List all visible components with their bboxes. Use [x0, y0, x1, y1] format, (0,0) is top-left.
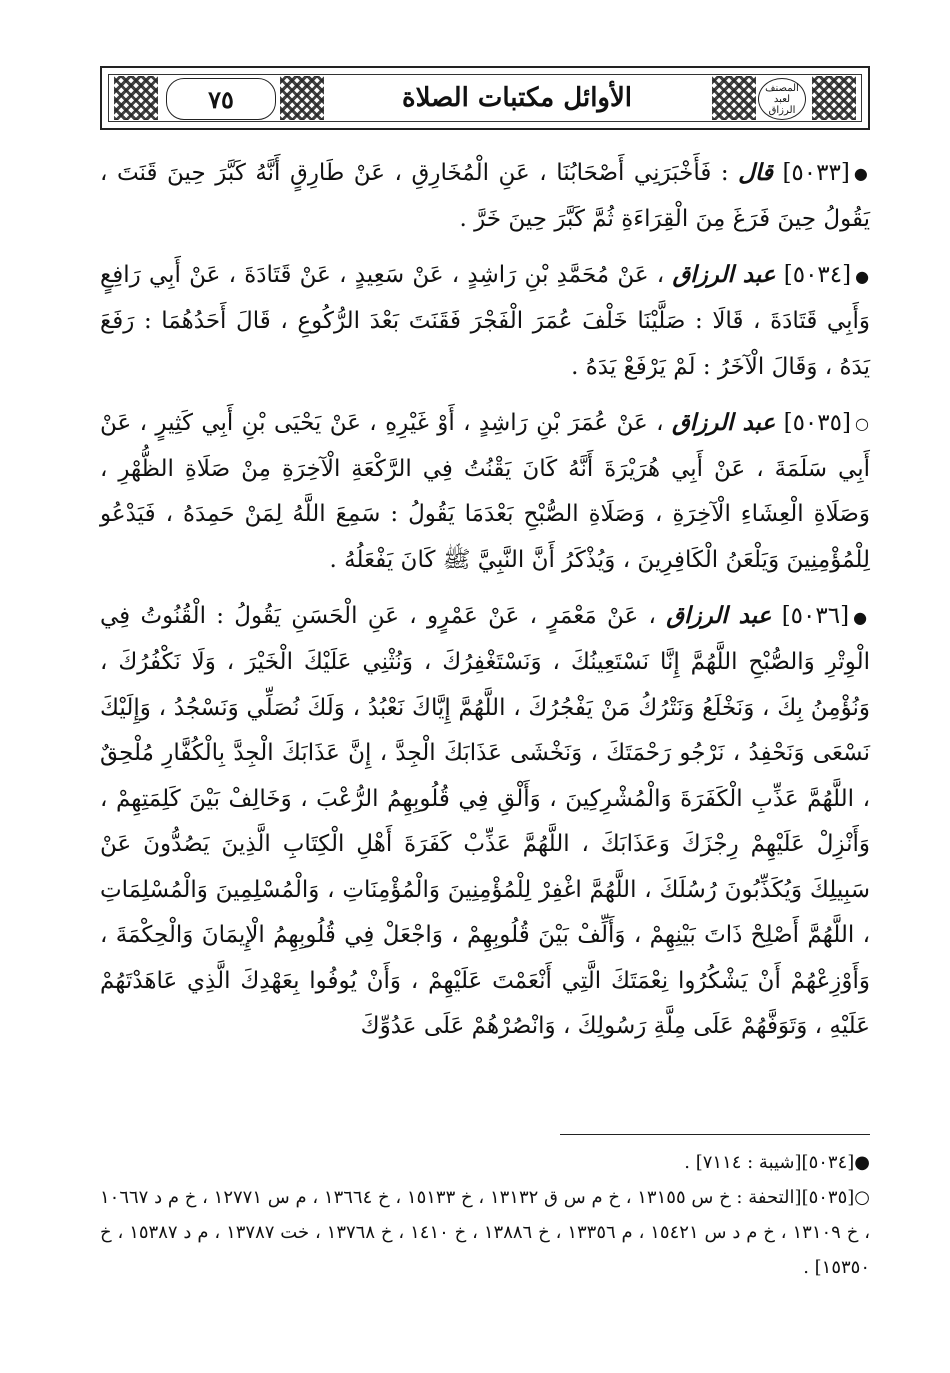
page-number: ٧٥	[166, 78, 276, 120]
hadith-text: ، عَنْ عُمَرَ بْنِ رَاشِدٍ ، أَوْ غَيْرِهِ ، عَنْ يَحْيَى بْنِ أَبِي كَثِيرٍ ، عَنْ أَبِي سَلَمَةَ ، عَنْ أَبِي هُرَيْرَةَ أَنَّهُ كَانَ يَقْنُتُ فِي الرَّكْعَةِ الْآخِرَةِ مِنْ صَلَاةِ الظُّهْرِ ، وَصَلَاةِ الْعِشَاءِ الْآخِرَةِ ، وَصَلَاةِ الصُّبْحِ بَعْدَمَا يَقُولُ : سَمِعَ اللَّهُ لِمَنْ حَمِدَهُ ، فَيَدْعُو لِلْمُؤْمِنِينَ وَيَلْعَنُ الْكَافِرِينَ ، وَيُذْكَرُ أَنَّ النَّبِيَّ ﷺ كَانَ يَفْعَلُهُ .	[100, 410, 870, 573]
footnotes	[100, 1145, 870, 1285]
hadith-5033	[100, 150, 870, 242]
page-header	[100, 66, 870, 130]
footnote-marker: ●	[854, 1152, 870, 1173]
hadith-lead: عبد الرزاق	[672, 261, 776, 289]
hadith-5034	[100, 252, 870, 390]
footnote-divider	[560, 1134, 870, 1135]
hadith-marker: ●	[853, 607, 871, 627]
hadith-number: [٥٠٣٤]	[783, 262, 852, 289]
hadith-lead: عبد الرزاق	[666, 602, 772, 630]
ornament-center-left-icon	[280, 76, 324, 120]
footnote-number: [٥٠٣٤]	[801, 1152, 855, 1173]
hadith-text: : فَأَخْبَرَنِي أَصْحَابُنَا ، عَنِ الْمُخَارِقِ ، عَنْ طَارِقٍ أَنَّهُ كَبَّرَ حِينَ قَنَتَ ، يَقُولُ حِينَ فَرَغَ مِنَ الْقِرَاءَةِ ثُمَّ كَبَّرَ حِينَ خَرَّ .	[100, 160, 870, 232]
hadith-number: [٥٠٣٣]	[782, 160, 850, 186]
author-seal-logo: المصنف لعبد الرزاق	[758, 78, 806, 120]
footnote-5035	[100, 1180, 870, 1285]
hadith-number: [٥٠٣٦]	[781, 603, 850, 630]
hadith-marker: ○	[854, 414, 871, 434]
main-text	[100, 150, 870, 1060]
footnote-5034	[100, 1145, 870, 1180]
footnote-number: [٥٠٣٥]	[801, 1187, 855, 1208]
footnote-text: [التحفة : خ س ١٣١٥٥ ، خ م س ق ١٣١٣٢ ، خ ١٥١٣٣ ، خ ١٣٦٦٤ ، م س ١٢٧٧١ ، خ م د ١٠٦٦٧ ، خ ١٣١٠٩ ، خ م د س ١٥٤٢١ ، م ١٣٣٥٦ ، خ ١٣٨٨٦ ، خ ١٤١٠ ، خ ١٣٧٦٨ ، خت ١٣٧٨٧ ، م د ١٥٣٨٧ ، خ ١٥٣٥٠] .	[100, 1187, 871, 1278]
hadith-text: ، عَنْ مَعْمَرٍ ، عَنْ عَمْرٍو ، عَنِ الْحَسَنِ يَقُولُ : الْقُنُوتُ فِي الْوِتْرِ وَالصُّبْحِ اللَّهُمَّ إِنَّا نَسْتَعِينُكَ ، وَنَسْتَغْفِرُكَ ، وَنُثْنِي عَلَيْكَ الْخَيْرَ ، وَلَا نَكْفُرُكَ ، وَنُؤْمِنُ بِكَ ، وَنَخْلَعُ وَنَتْرُكُ مَنْ يَفْجُرُكَ ، اللَّهُمَّ إِيَّاكَ نَعْبُدُ ، وَلَكَ نُصَلِّي وَنَسْجُدُ ، وَإِلَيْكَ نَسْعَى وَنَحْفِدُ ، نَرْجُو رَحْمَتَكَ ، وَنَخْشَى عَذَابَكَ الْجِدَّ ، إِنَّ عَذَابَكَ الْجِدَّ بِالْكُفَّارِ مُلْحِقٌ ، اللَّهُمَّ عَذِّبِ الْكَفَرَةَ وَالْمُشْرِكِينَ ، وَأَلْقِ فِي قُلُوبِهِمُ الرُّعْبَ ، وَخَالِفْ بَيْنَ كَلِمَتِهِمْ ، وَأَنْزِلْ عَلَيْهِمْ رِجْزَكَ وَعَذَابَكَ ، اللَّهُمَّ عَذِّبْ كَفَرَةَ أَهْلِ الْكِتَابِ الَّذِينَ يَصُدُّونَ عَنْ سَبِيلِكَ وَيُكَذِّبُونَ رُسُلَكَ ، اللَّهُمَّ اغْفِرْ لِلْمُؤْمِنِينَ وَالْمُؤْمِنَاتِ ، وَالْمُسْلِمِينَ وَالْمُسْلِمَاتِ ، اللَّهُمَّ أَصْلِحْ ذَاتَ بَيْنِهِمْ ، وَأَلِّفْ بَيْنَ قُلُوبِهِمْ ، وَاجْعَلْ فِي قُلُوبِهِمُ الْإِيمَانَ وَالْحِكْمَةَ ، وَأَوْزِعْهُمْ أَنْ يَشْكُرُوا نِعْمَتَكَ الَّتِي أَنْعَمْتَ عَلَيْهِمْ ، وَأَنْ يُوفُوا بِعَهْدِكَ الَّذِي عَاهَدْتَهُمْ عَلَيْهِ ، وَتَوَفَّهُمْ عَلَى مِلَّةِ رَسُولِكَ ، وَانْصُرْهُمْ عَلَى عَدُوِّكَ	[100, 603, 870, 1039]
ornament-left-icon	[114, 76, 158, 120]
footnote-marker: ○	[854, 1187, 871, 1208]
ornament-right-icon	[812, 76, 856, 120]
hadith-text: ، عَنْ مُحَمَّدِ بْنِ رَاشِدٍ ، عَنْ سَعِيدٍ ، عَنْ قَتَادَةَ ، عَنْ أَبِي رَافِعٍ وَأَبِي قَتَادَةَ ، قَالَا : صَلَّيْنَا خَلْفَ عُمَرَ الْفَجْرَ فَقَنَتَ بَعْدَ الرُّكُوعِ ، قَالَ أَحَدُهُمَا : رَفَعَ يَدَهُ ، وَقَالَ الْآخَرُ : لَمْ يَرْفَعْ يَدَهُ .	[100, 262, 870, 380]
hadith-marker: ●	[855, 266, 870, 286]
ornament-center-right-icon	[712, 76, 756, 120]
hadith-lead: قال	[738, 159, 773, 186]
hadith-marker: ●	[853, 164, 871, 184]
hadith-5036	[100, 593, 870, 1049]
hadith-number: [٥٠٣٥]	[783, 410, 851, 436]
footnote-text: [شيبة : ٧١١٤] .	[684, 1152, 802, 1173]
hadith-lead: عبد الرزاق	[671, 409, 776, 436]
hadith-5035	[100, 400, 870, 583]
book-title: الأوائل مكتبات الصلاة	[401, 83, 633, 113]
